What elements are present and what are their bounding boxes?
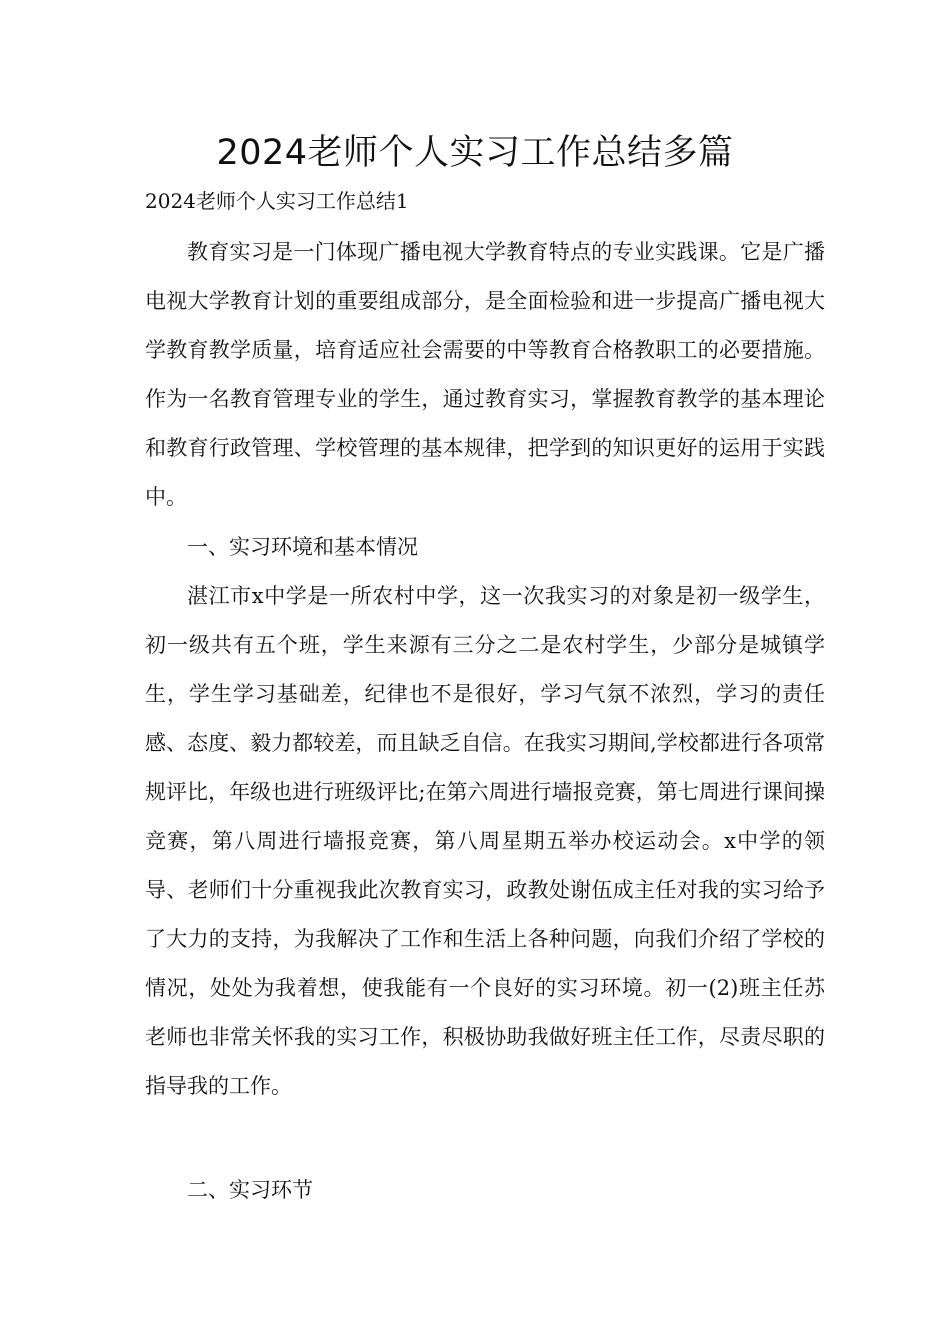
- document-title: 2024老师个人实习工作总结多篇: [216, 133, 734, 173]
- section-heading-practice: 二、实习环节: [187, 1178, 313, 1202]
- paragraph-intro: 教育实习是一门体现广播电视大学教育特点的专业实践课。它是广播电视大学教育计划的重要组成部分，是全面检验和进一步提高广播电视大学教育教学质量，培育适应社会需要的中等教育合格教职工的必要措施。作为一名教育管理专业的学生，通过教育实习，掌握教育教学的基本理论和教育行政管理、学校管理的基本规律，把学到的知识更好的运用于实践中。: [145, 240, 825, 509]
- paragraph-environment: 湛江市x中学是一所农村中学，这一次我实习的对象是初一级学生，初一级共有五个班，学生来源有三分之二是农村学生，少部分是城镇学生，学生学习基础差，纪律也不是很好，学习气氛不浓烈，学习的责任感、态度、毅力都较差，而且缺乏自信。在我实习期间,学校都进行各项常规评比，年级也进行班级评比;在第六周进行墙报竞赛，第七周进行课间操竞赛，第八周进行墙报竞赛，第八周星期五举办校运动会。x中学的领导、老师们十分重视我此次教育实习，政教处谢伍成主任对我的实习给予了大力的支持，为我解决了工作和生活上各种问题，向我们介绍了学校的情况，处处为我着想，使我能有一个良好的实习环境。初一(2)班主任苏老师也非常关怀我的实习工作，积极协助我做好班主任工作，尽责尽职的指导我的工作。: [145, 584, 825, 1098]
- section-subtitle: 2024老师个人实习工作总结1: [145, 189, 409, 213]
- section-heading-environment: 一、实习环境和基本情况: [187, 535, 418, 559]
